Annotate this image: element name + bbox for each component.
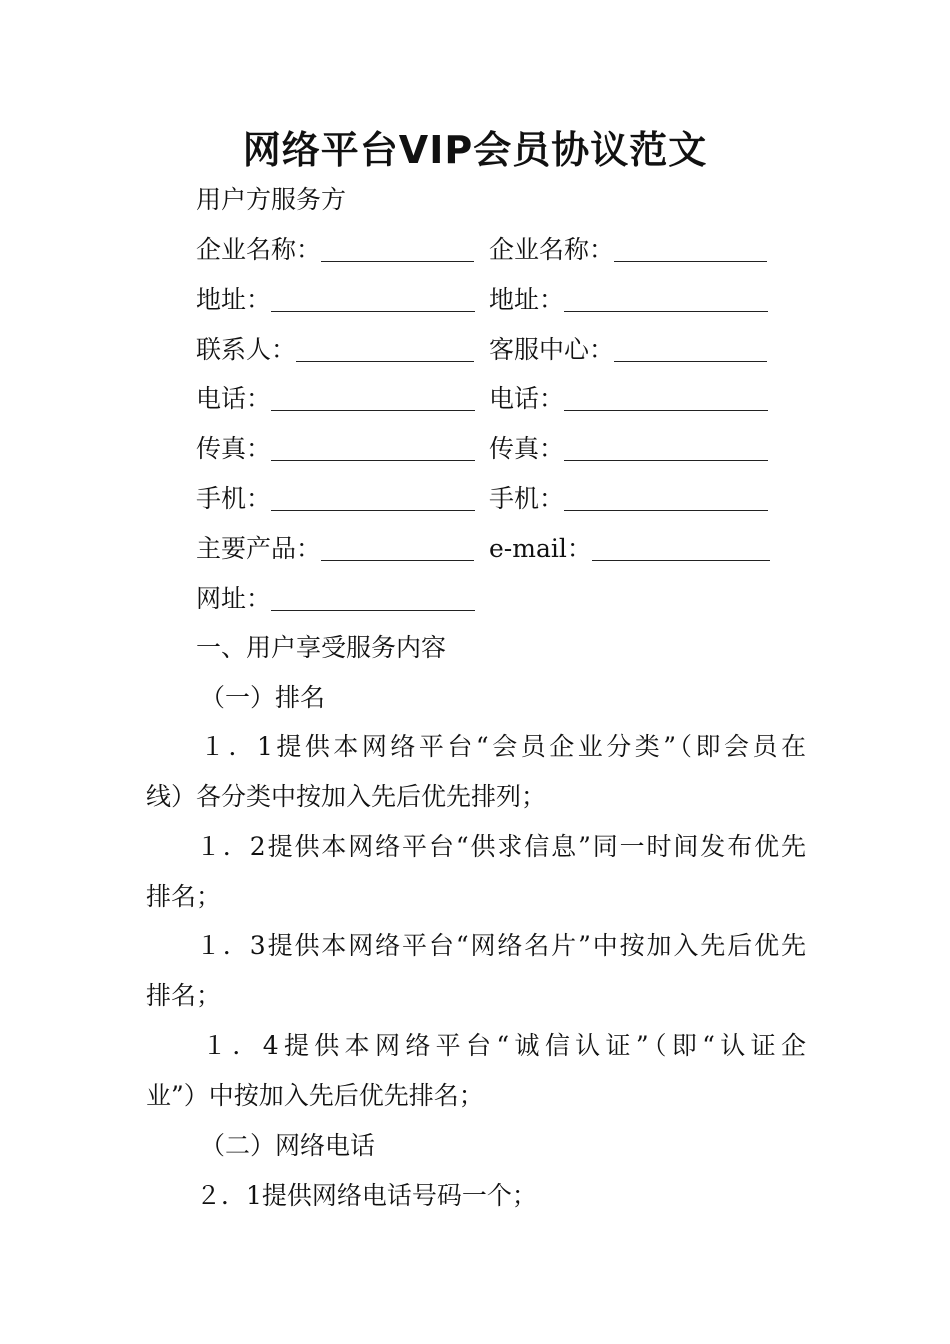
field-label: 地址：	[489, 285, 565, 314]
section-heading-services: 一、用户享受服务内容	[196, 633, 447, 662]
user-website-field	[196, 581, 475, 617]
clause-line: 排名；	[146, 882, 222, 911]
clause-1-2	[146, 822, 806, 922]
provider-address-field	[489, 282, 768, 318]
clause-1-3	[146, 921, 806, 1021]
field-label: 电话：	[196, 384, 272, 413]
user-address-field	[196, 282, 475, 318]
blank-line[interactable]	[614, 337, 767, 362]
blank-line[interactable]	[271, 436, 475, 461]
subsection-heading-ranking: （一）排名	[200, 683, 326, 712]
clause-line: １．2提供本网络平台“供求信息”同一时间发布优先	[196, 832, 806, 861]
field-label: 企业名称：	[196, 235, 322, 264]
clause-line: １．1提供本网络平台“会员企业分类”（即会员在	[200, 732, 806, 761]
clause-line: 业”）中按加入先后优先排名；	[146, 1081, 484, 1110]
blank-line[interactable]	[564, 436, 768, 461]
blank-line[interactable]	[271, 586, 475, 611]
provider-fax-field	[489, 431, 768, 467]
user-fax-field	[196, 431, 475, 467]
provider-company-name-field	[489, 232, 767, 268]
field-label: e-mail：	[489, 534, 592, 563]
provider-mobile-field	[489, 481, 768, 517]
field-label: 网址：	[196, 584, 272, 613]
document-title: 网络平台VIP会员协议范文	[242, 128, 708, 172]
field-label: 电话：	[489, 384, 565, 413]
field-label: 联系人：	[196, 335, 297, 364]
provider-service-center-field	[489, 332, 767, 368]
clause-1-4	[146, 1021, 806, 1121]
blank-line[interactable]	[321, 237, 474, 262]
clause-2-1: ２．1提供网络电话号码一个；	[196, 1181, 537, 1210]
provider-phone-field	[489, 381, 768, 417]
user-company-name-field	[196, 232, 474, 268]
blank-line[interactable]	[321, 536, 474, 561]
user-phone-field	[196, 381, 475, 417]
blank-line[interactable]	[564, 287, 768, 312]
user-contact-field	[196, 332, 474, 368]
blank-line[interactable]	[592, 536, 770, 561]
field-label: 手机：	[489, 484, 565, 513]
field-label: 手机：	[196, 484, 272, 513]
blank-line[interactable]	[271, 287, 475, 312]
provider-email-field	[489, 531, 770, 567]
blank-line[interactable]	[614, 237, 767, 262]
field-label: 主要产品：	[196, 534, 322, 563]
blank-line[interactable]	[296, 337, 474, 362]
field-label: 地址：	[196, 285, 272, 314]
subsection-heading-network-phone: （二）网络电话	[200, 1131, 376, 1160]
clause-line: １．3提供本网络平台“网络名片”中按加入先后优先	[196, 931, 806, 960]
blank-line[interactable]	[564, 386, 768, 411]
party-header: 用户方服务方	[196, 185, 347, 214]
user-main-products-field	[196, 531, 474, 567]
field-label: 传真：	[196, 434, 272, 463]
blank-line[interactable]	[271, 386, 475, 411]
field-label: 传真：	[489, 434, 565, 463]
clause-line: １．4提供本网络平台“诚信认证”（即“认证企	[202, 1031, 806, 1060]
field-label: 企业名称：	[489, 235, 615, 264]
field-label: 客服中心：	[489, 335, 615, 364]
blank-line[interactable]	[564, 486, 768, 511]
clause-line: 线）各分类中按加入先后优先排列；	[146, 782, 547, 811]
clause-line: 排名；	[146, 981, 222, 1010]
clause-1-1	[146, 722, 806, 822]
blank-line[interactable]	[271, 486, 475, 511]
user-mobile-field	[196, 481, 475, 517]
